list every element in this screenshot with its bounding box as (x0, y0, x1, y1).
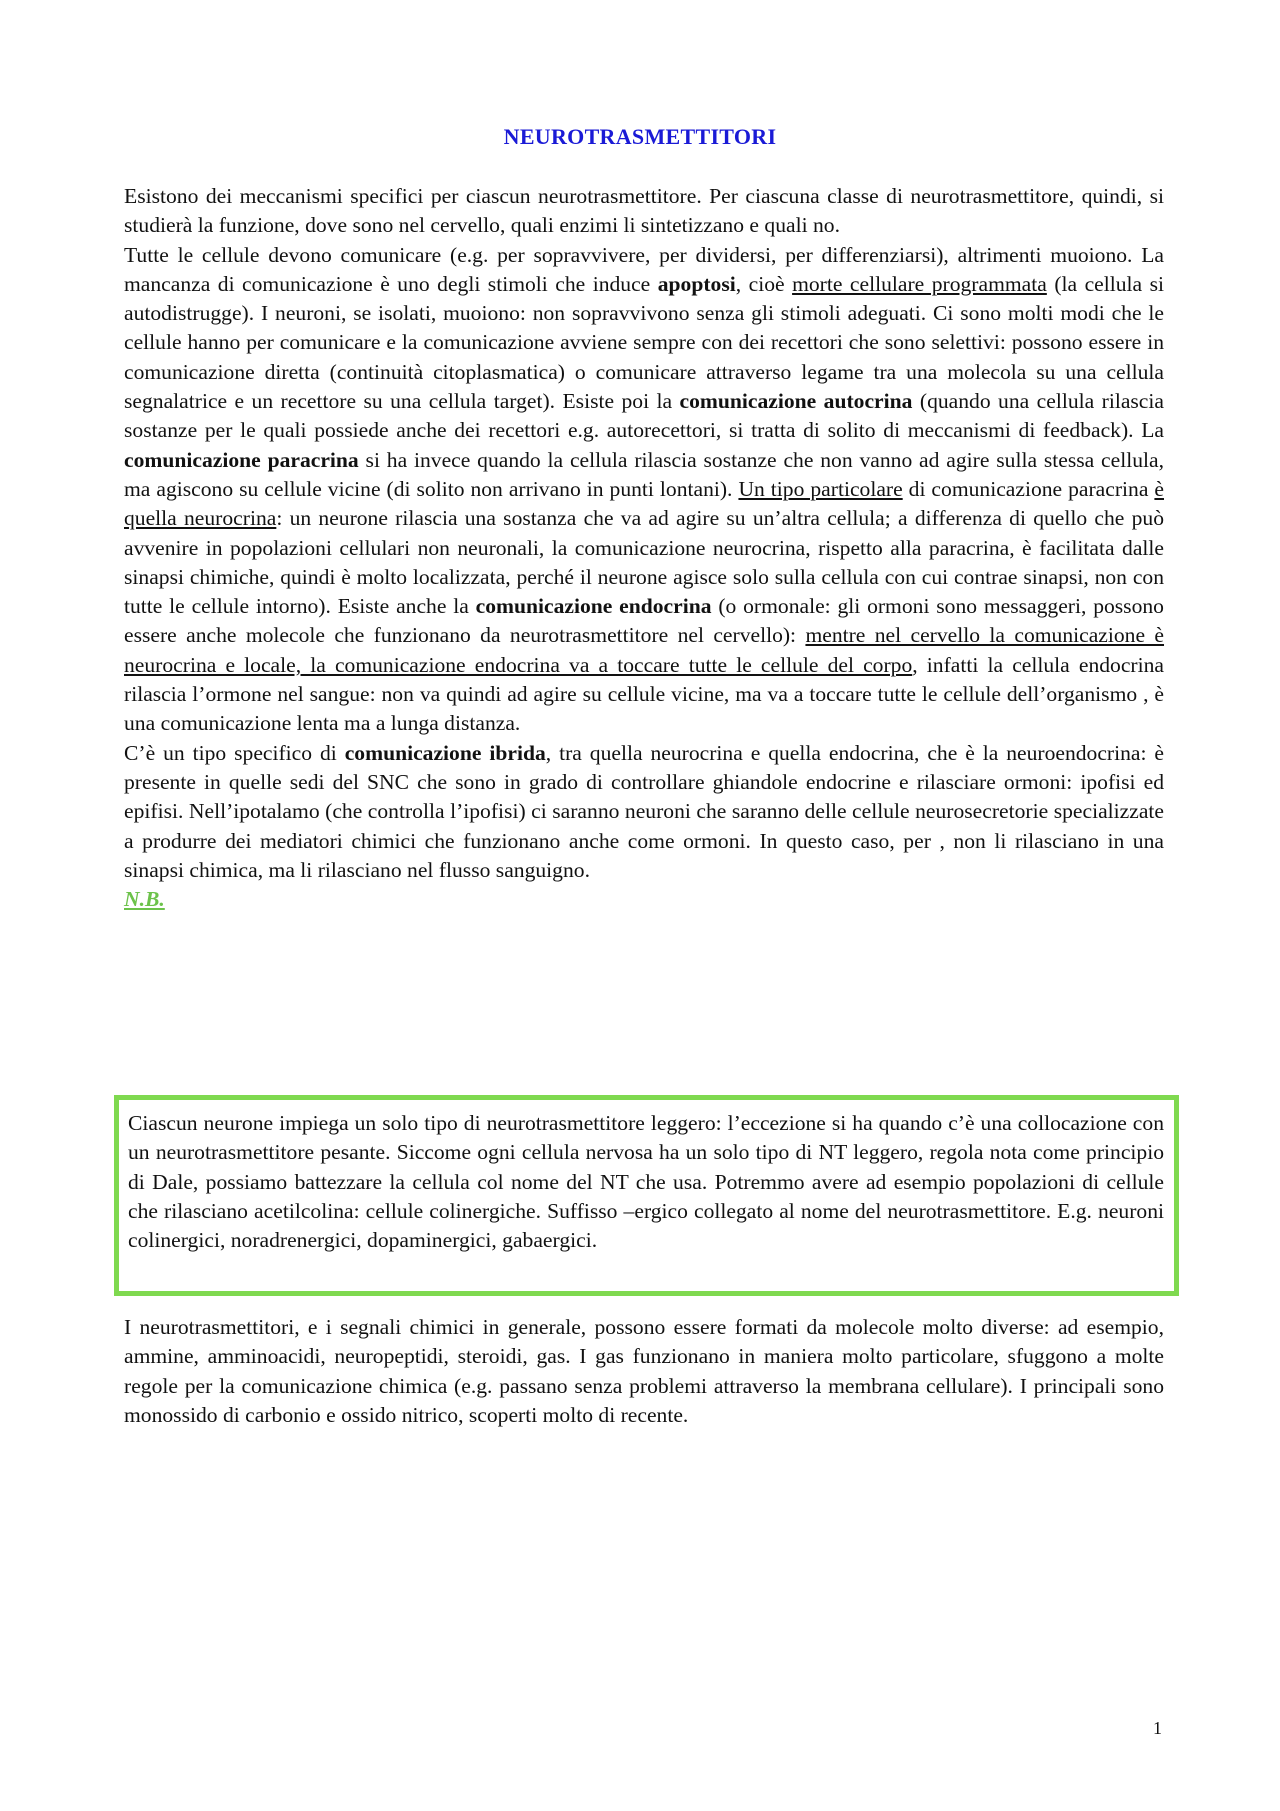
term-apoptosi: apoptosi (657, 271, 736, 296)
underlined-tipo-particolare: Un tipo particolare (738, 476, 903, 501)
note-box-text: Ciascun neurone impiega un solo tipo di neurotrasmettitore leggero: l’eccezione si ha quando c’è una collocazione con un neurotrasmettitore pesante. Siccome ogni cellula nervosa ha un solo tipo di NT leggero, regola nota come principio di Dale, possiamo battezzare la cellula col nome del NT che usa. Potremmo avere ad esempio popolazioni di cellule che rilasciano acetilcolina: cellule colinergiche. Suffisso –ergico collegato al nome del neurotrasmettitore. E.g. neuroni colinergici, noradrenergici, dopaminergici, gabaergici. (128, 1111, 1164, 1253)
term-paracrina: comunicazione paracrina (124, 447, 359, 472)
term-endocrina: comunicazione endocrina (475, 594, 712, 619)
nb-label: N.B. (124, 887, 165, 912)
nb-label-line (124, 885, 1164, 914)
term-autocrina: comunicazione autocrina (679, 389, 913, 414)
page-title: NEUROTRASMETTITORI (503, 124, 777, 149)
underlined-morte-cellulare: morte cellulare programmata (792, 271, 1047, 296)
paragraph-hybrid: C’è un tipo specifico di comunicazione ibrida, tra quella neurocrina e quella endocrina, che è la neuroendocrina: è presente in quelle sedi del SNC che sono in grado di controllare ghiandole endocrine e rilasciare ormoni: ipofisi ed epifisi. Nell’ipotalamo (che controlla l’ipofisi) ci saranno neuroni che saranno delle cellule neurosecretorie specializzate a produrre dei mediatori chimici che funzionano anche come ormoni. In questo caso, per , non li rilasciano in una sinapsi chimica, ma li rilasciano nel flusso sanguigno. (124, 740, 1165, 882)
underlined-endocrina-corpo: mentre nel cervello la comunicazione è neurocrina e locale, la comunicazione endocrina va a toccare tutte le cellule del corpo (124, 623, 1165, 677)
underlined-neurocrina: è quella neurocrina (124, 476, 1164, 531)
paragraph-outro: I neurotrasmettitori, e i segnali chimici in generale, possono essere formati da molecole molto diverse: ad esempio, ammine, amminoacidi, neuropeptidi, steroidi, gas. I gas funzionano in maniera molto particolare, sfuggono a molte regole per la comunicazione chimica (e.g. passano senza problemi attraverso la membrana cellulare). I principali sono monossido di carbonio e ossido nitrico, scoperti molto di recente. (124, 1315, 1164, 1427)
outro-section (124, 1313, 1164, 1430)
note-box (114, 1095, 1179, 1296)
paragraph-communication: Tutte le cellule devono comunicare (e.g. per sopravvivere, per dividersi, per differenziarsi), altrimenti muoiono. La mancanza di comunicazione è uno degli stimoli che induce apoptosi, cioè morte cellulare programmata (la cellula si autodistrugge). I neuroni, se isolati, muoiono: non sopravvivono senza gli stimoli adeguati. Ci sono molti modi che le cellule hanno per comunicare e la comunicazione avviene sempre con dei recettori che sono selettivi: possono essere in comunicazione diretta (continuità citoplasmatica) o comunicare attraverso legame tra una molecola su una cellula segnalatrice e un recettore su una cellula target). Esiste poi la comunicazione autocrina (quando una cellula rilascia sostanze per le quali possiede anche dei recettori e.g. autorecettori, si tratta di solito di meccanismi di feedback). La comunicazione paracrina si ha invece quando la cellula rilascia sostanze che non vanno ad agire sulla stessa cellula, ma agiscono su cellule vicine (di solito non arrivano in punti lontani). Un tipo particolare di comunicazione paracrina è quella neurocrina: un neurone rilascia una sostanza che va ad agire su un’altra cellula; a differenza di quello che può avvenire in popolazioni cellulari non neuronali, la comunicazione neurocrina, rispetto alla paracrina, è facilitata dalle sinapsi chimiche, quindi è molto localizzata, perché il neurone agisce solo sulla cellula con cui contrae sinapsi, non con tutte le cellule intorno). Esiste anche la comunicazione endocrina (o ormonale: gli ormoni sono messaggeri, possono essere anche molecole che funzionano da neurotrasmettitore nel cervello): mentre nel cervello la comunicazione è neurocrina e locale, la comunicazione endocrina va a toccare tutte le cellule del corpo, infatti la cellula endocrina rilascia l’ormone nel sangue: non va quindi ad agire su cellule vicine, ma va a toccare tutte le cellule dell’organismo , è una comunicazione lenta ma a lunga distanza. (124, 242, 1165, 736)
term-ibrida: comunicazione ibrida (344, 740, 546, 765)
page-number: 1 (1153, 1718, 1162, 1738)
paragraph-intro: Esistono dei meccanismi specifici per ciascun neurotrasmettitore. Per ciascuna classe di neurotrasmettitore, quindi, si studierà la funzione, dove sono nel cervello, quali enzimi li sintetizzano e quali no. (124, 184, 1164, 238)
intro-section (124, 182, 1164, 914)
